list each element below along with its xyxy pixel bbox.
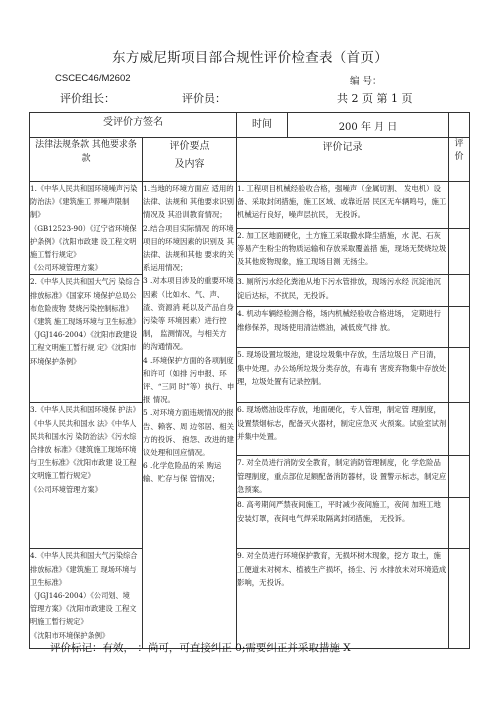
eval-column-header: 评价 — [449, 138, 470, 182]
date-value: 200 年 月 日 — [338, 121, 398, 133]
record-cell-6: 6. 现场燃油设库存放，地面硬化，专人管理，制定管 理制度，设置禁烟标志，配备灭火器材，制定应急灭 火预案。试验室试剂并集中处置。 — [237, 403, 449, 456]
column-header-row — [30, 138, 470, 182]
record-cell-2: 2. 加工区地面硬化，土方施工采取撒水降尘措施，水 泥、石灰等易产生粉尘的物质运输和存放采取覆盖措 施，现场无焚烧垃圾及其他废物现象，施工现场目测 无扬尘。 — [237, 228, 449, 275]
evaluation-table — [29, 112, 470, 649]
document-code: CSCEC46/M2602 — [55, 73, 131, 84]
record-cell-1: 1. 工程项目机械经验收合格，强噪声（金属切割、 发电机）设备、采取封闭措施，施工区域、或靠近居 民区无车辆鸣号，施工机械运行良好，噪声层抗民， 无投诉。 — [237, 182, 449, 229]
eval-cell-5 — [449, 348, 470, 403]
evaluation-legend: 评价标记：有效， ：尚可，可直接纠正 0;需要纠正并采取措施 X — [50, 642, 351, 654]
record-column-header: 评价记录 — [237, 138, 449, 182]
eval-cell-3 — [449, 275, 470, 307]
signature-label: 受评价方签名 — [30, 113, 237, 138]
eval-cell-2 — [449, 228, 470, 275]
evaluation-leader-label: 评价组长： — [60, 92, 115, 105]
signature-row — [30, 113, 470, 138]
eval-cell-8 — [449, 498, 470, 549]
evaluator-label: 评价员： — [182, 92, 226, 105]
law-cell-3: 3.《中华人民共和国环境保 护法》《中华人民共和国水 法》《中华人民共和国水污 染防治法》《污水综合排放 标准》《建筑施工现场环境 与卫生标准》《沈阳市政建 设工程文明施工暂行规定》 《公司环境管理方案》 — [30, 403, 143, 549]
record-cell-3: 3. 厕所污水经化粪池从地下污水管排放，现场污水经 沉淀池沉淀后达标，不扰民，无投诉。 — [237, 275, 449, 307]
points-column-header: 评价要点 及内容 — [143, 138, 237, 182]
law-cell-4: 4.《中华人民共和国大气污染综合排放标准》《建筑施工 现场环境与卫生标准》 （JGJ146-2004）《公司划、境 管理方案》《沈阳市政建设 工程文明施工暂行规定》 《沈阳市环境保护条例》 — [30, 549, 143, 649]
record-cell-5: 5. 现场设置垃圾池，建设垃圾集中存放，生活垃圾日 产日清，集中处理。办公场所垃圾分类存放，有毒有 害废弃物集中存放处理，垃圾处置有记录控制。 — [237, 348, 449, 403]
page-info: 共 2 页 第 1 页 — [337, 92, 413, 105]
record-cell-4: 4. 机动车辆经检测合格，场内机械经验收合格进场， 定期进行维修保养，现场使用清洁燃油，减低废气排 放。 — [237, 307, 449, 348]
page-title: 东方威尼斯项目部合规性评价检查表（首页） — [112, 50, 388, 66]
eval-cell-7 — [449, 456, 470, 498]
time-label: 时间 — [237, 113, 288, 137]
eval-cell-6 — [449, 403, 470, 456]
eval-cell-4 — [449, 307, 470, 348]
record-cell-7: 7. 对全员进行消防安全教育，制定消防管理制度，化 学危险品管理制度，重点部位足额配备消防器材，设 置警示标志，制定应急预案。 — [237, 456, 449, 498]
record-cell-9: 9. 对全员进行环境保护教育，无损坏树木现象，挖方 取土，施工便道未对树木、植被生产损坏，扬尘、污 水排放未对环境造成影响，无投诉。 — [237, 549, 449, 649]
law-cell-2: 2.《中华人民共和国大气污 染综合排放标准》《国家环 境保护总局公布危险废物 焚烧污染控制标准》《建筑 施工现场环境与卫生标准》 （JGJ146-2004）《沈阳市政建设工程文明施工暂行规 定》《沈阳市环境保护条例》 — [30, 275, 143, 403]
eval-cell-9 — [449, 549, 470, 649]
law-column-header: 法律法规条款 其他要求条款 — [30, 138, 143, 182]
eval-cell-1 — [449, 182, 470, 229]
evaluation-points-cell: 1.当地的环境方面应 适用的法律、法规和 其他要求识别情况及 其沿训教育情况； 2.结合项目实际情况 的环境项目的环境因素的识别及 其法律、法规和其他 要求的关系运用情况； 3 .对本项目涉及的重要环境因素（比如水、气、声、渣、资源消 耗以及产品自身污染等 环境因素）进行控制， 监测情况，与相关方 的沟通情况。 4 .环境保护方面的各项制度和许可（如排 污申报、环评、“三同 时”等）执行、申报 情况。 5 .对环境方面违规情况的报告、赖客、周 边邻居、相关方的投诉、 抱怨、改进的建 议处理和回应情况。 6 .化学危险品的采 购运输、贮存与保 管情况； — [143, 182, 237, 649]
time-date-cell — [237, 113, 449, 138]
signature-blank — [449, 113, 470, 138]
record-cell-8: 8. 高考期间严禁夜间施工，平时减少夜间施工，夜间 加班工地安装灯罩，夜间电气焊采取隔离封闭措施， 无投诉。 — [237, 498, 449, 549]
number-label: 编 号： — [350, 76, 382, 87]
law-cell-1: 1.《中华人民共和国环境噪声污染防治法》《建筑施工 界噪声限制制》 （GB12523-90）《辽宁省环境保护条例》《沈阳市政建 设工程文明施工暂行规定》 《公司环境管理方案》 — [30, 182, 143, 275]
